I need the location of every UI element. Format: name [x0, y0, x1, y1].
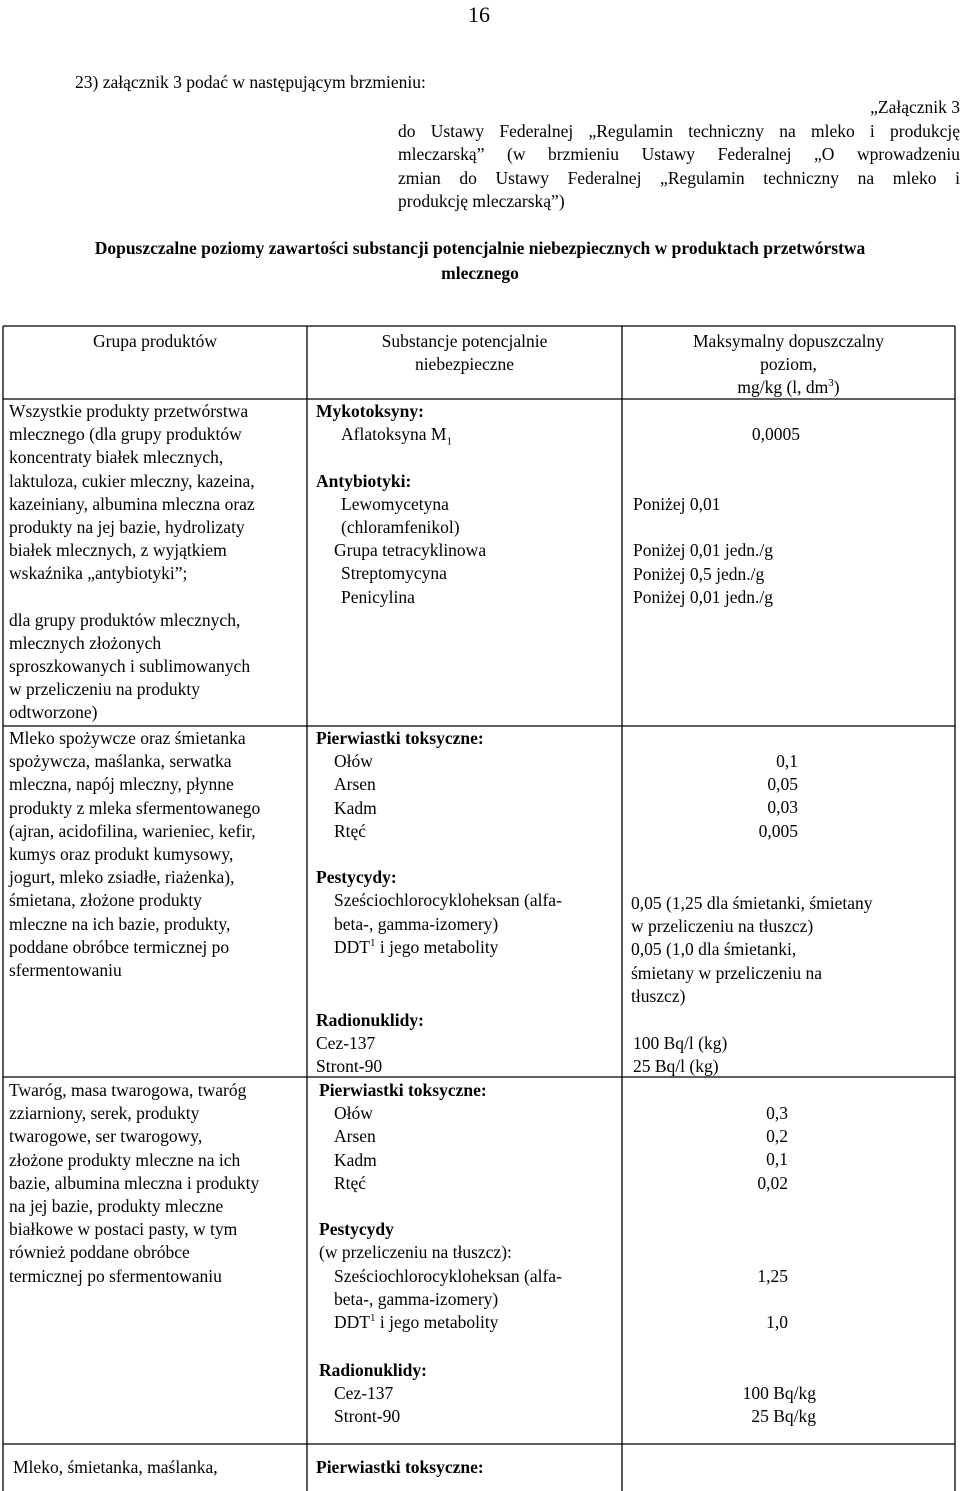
radionuclides-title: Radionuklidy:	[316, 1010, 424, 1030]
annex-line: zmian do Ustawy Federalnej „Regulamin techniczny na mleko i	[398, 167, 960, 188]
annex-line: mleczarską” (w brzmieniu Ustawy Federalnej „O wprowadzeniu	[398, 144, 960, 164]
antibiotics-title: Antybiotyki:	[316, 470, 412, 491]
row2-product-group: Mleko spożywcze oraz śmietanka spożywcza, maślanka, serwatka mleczna, napój mleczny, płynne produkty z mleka sfermentowanego (ajran, acidofilina, warieniec, kefir, kumys oraz produkt kumysowy, jogurt, mleko zsiadłe, riażenka), śmietana, złożone produkty mleczne na ich bazie, produkty, poddane obróbce termicznej po sfermentowaniu	[9, 728, 261, 980]
aflatoxin-name: Aflatoksyna $M_1$	[341, 424, 452, 448]
toxic-elements-title: Pierwiastki toksyczne:	[316, 1457, 484, 1477]
row4-substances	[316, 1456, 484, 1479]
row2-pesticide-values: 0,05 (1,25 dla śmietanki, śmietany w przeliczeniu na tłuszcz) 0,05 (1,0 dla śmietanki, śmietany w przeliczeniu na tłuszcz)	[631, 893, 873, 1006]
row3-toxic-values: 0,3 0,2 0,1 0,02	[757, 1103, 788, 1193]
document-heading	[30, 236, 930, 286]
heading-line: mlecznego	[441, 263, 519, 283]
row3-pesticide-values: 1,25 1,0	[757, 1266, 788, 1333]
row2-toxic-values: 0,1 0,05 0,03 0,005	[758, 751, 798, 841]
row4-product-group: Mleko, śmietanka, maślanka,	[13, 1457, 218, 1477]
row2-radionuclide-values: 100 Bq/l (kg) 25 Bq/l (kg)	[633, 1033, 728, 1077]
pesticides-title: Pestycydy:	[316, 867, 397, 888]
annex-line: produkcję mleczarską”)	[398, 191, 565, 211]
row2-substances: Pierwiastki toksyczne: Ołów Arsen Kadm Rtęć Pestycydy: Sześciochlorocykloheksan (alfa- beta-, gamma-izomery) DDT$^1$ i jego metabolity	[316, 728, 562, 957]
page-number: 16	[468, 2, 490, 27]
row2-radionuclides: Radionuklidy: Cez-137 Stront-90	[316, 1010, 424, 1077]
row1-antibiotic-values: Poniżej 0,01 Poniżej 0,01 jedn./g Poniżej 0,5 jedn./g Poniżej 0,01 jedn./g	[633, 494, 773, 607]
row3-product-group: Twaróg, masa twarogowa, twaróg zziarniony, serek, produkty twarogowe, ser twarogowy, złożone produkty mleczne na ich bazie, albumina mleczna i produkty na jej bazie, produkty mleczne białkowe w postaci pasty, w tym również poddane obróbce termicznej po sfermentowaniu	[9, 1080, 260, 1286]
aflatoxin-value: 0,0005	[751, 424, 800, 444]
annex-header	[398, 96, 960, 214]
annex-line: do Ustawy Federalnej „Regulamin techniczny na mleko i produkcję	[398, 120, 960, 141]
mycotoxins-title: Mykotoksyny:	[316, 401, 424, 421]
annex-title: „Załącznik 3	[870, 97, 960, 117]
header-substances: Substancje potencjalnie niebezpieczne	[381, 331, 548, 375]
row3-radionuclides: Radionuklidy: Cez-137 Stront-90	[319, 1360, 427, 1427]
header-max-level: Maksymalny dopuszczalny poziom, mg/kg (l, $dm^3$)	[693, 331, 884, 398]
header-product-group: Grupa produktów	[93, 331, 217, 351]
heading-line: Dopuszczalne poziomy zawartości substancji potencjalnie niebezpiecznych w produktach przetwórstwa	[94, 238, 866, 258]
radionuclides-title: Radionuklidy:	[319, 1360, 427, 1380]
toxic-elements-title: Pierwiastki toksyczne:	[316, 728, 484, 748]
row3-radionuclide-values: 100 Bq/kg 25 Bq/kg	[742, 1383, 816, 1427]
amendment-intro: 23) załącznik 3 podać w następującym brzmieniu:	[75, 72, 426, 92]
toxic-elements-title: Pierwiastki toksyczne:	[319, 1080, 487, 1100]
row3-substances: Pierwiastki toksyczne: Ołów Arsen Kadm Rtęć Pestycydy (w przeliczeniu na tłuszcz): Sześciochlorocykloheksan (alfa- beta-, gamma-izomery) DDT$^1$ i jego metabolity	[319, 1080, 562, 1332]
row1-product-group: Wszystkie produkty przetwórstwa mlecznego (dla grupy produktów koncentraty białek mlecznych, laktuloza, cukier mleczny, kazeina, kazeiniany, albumina mleczna oraz produkty na jej bazie, hydrolizaty białek mlecznych, z wyjątkiem wskaźnika „antybiotyki”; dla grupy produktów mlecznych, mlecznych złożonych sproszkowanych i sublimowanych w przeliczeniu na produkty odtworzone)	[9, 401, 255, 723]
pesticides-title: Pestycydy	[319, 1219, 394, 1240]
row1-substances: Mykotoksyny: Aflatoksyna $M_1$ Antybiotyki: Lewomycetyna (chloramfenikol) Grupa tetracyklinowa Streptomycyna Penicylina	[316, 401, 487, 607]
